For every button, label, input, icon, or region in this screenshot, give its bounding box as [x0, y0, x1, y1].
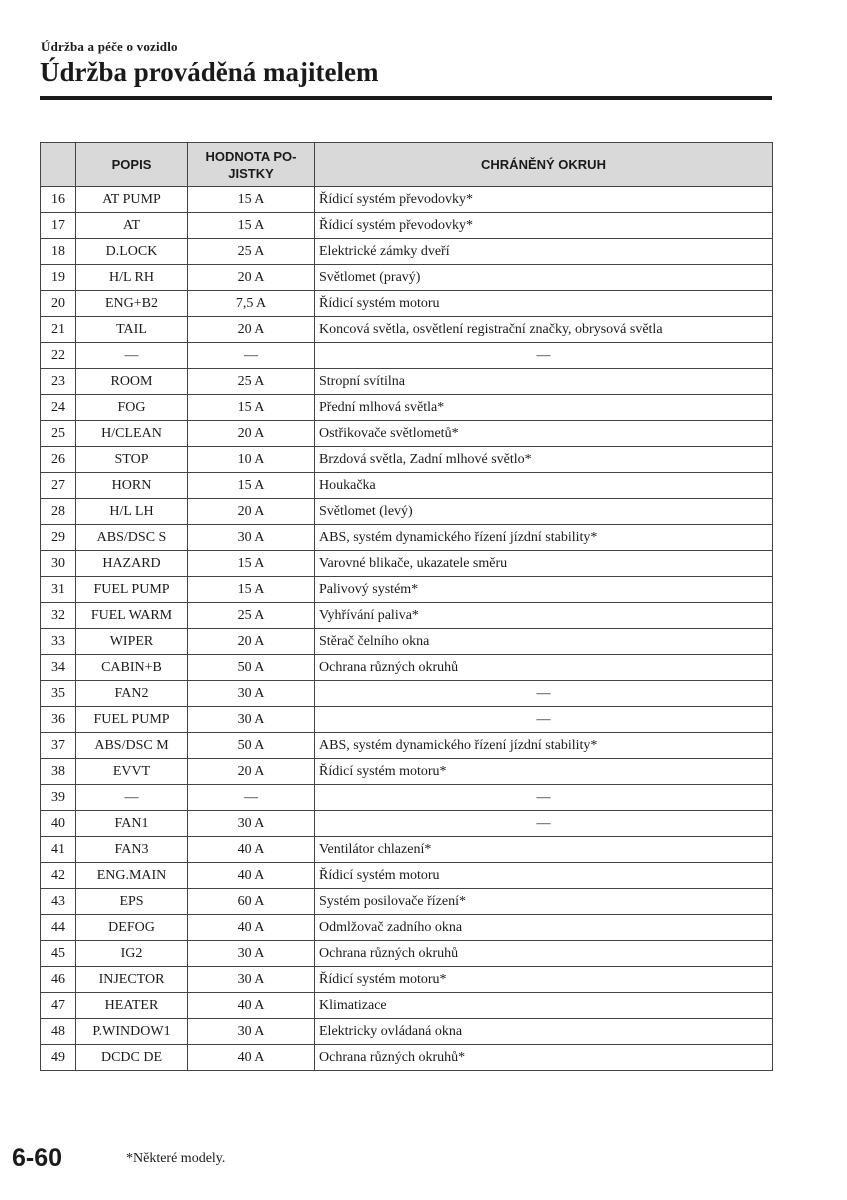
protected-circuit-cell: Stropní svítilna [315, 369, 773, 395]
fuse-rating-cell: — [188, 343, 315, 369]
fuse-number-cell: 30 [41, 551, 76, 577]
fuse-number-cell: 31 [41, 577, 76, 603]
protected-circuit-cell: Řídicí systém motoru [315, 291, 773, 317]
fuse-description-cell: ABS/DSC S [76, 525, 188, 551]
table-row [41, 889, 773, 915]
protected-circuit-cell: Ostřikovače světlometů* [315, 421, 773, 447]
fuse-number-cell: 47 [41, 993, 76, 1019]
protected-circuit-cell: Houkačka [315, 473, 773, 499]
table-row [41, 447, 773, 473]
table-row [41, 785, 773, 811]
table-row [41, 577, 773, 603]
fuse-number-cell: 20 [41, 291, 76, 317]
protected-circuit-cell: Řídicí systém motoru* [315, 759, 773, 785]
table-row [41, 343, 773, 369]
fuse-number-cell: 16 [41, 187, 76, 213]
fuse-rating-cell: 7,5 A [188, 291, 315, 317]
fuse-rating-cell: — [188, 785, 315, 811]
protected-circuit-cell: Vyhřívání paliva* [315, 603, 773, 629]
fuse-number-cell: 38 [41, 759, 76, 785]
fuse-rating-cell: 15 A [188, 213, 315, 239]
fuse-rating-cell: 30 A [188, 707, 315, 733]
fuse-description-cell: H/CLEAN [76, 421, 188, 447]
protected-circuit-cell: Stěrač čelního okna [315, 629, 773, 655]
table-row [41, 291, 773, 317]
protected-circuit-cell: Ventilátor chlazení* [315, 837, 773, 863]
fuse-number-cell: 18 [41, 239, 76, 265]
protected-circuit-cell: Palivový systém* [315, 577, 773, 603]
table-row [41, 655, 773, 681]
fuse-table-body [41, 187, 773, 1071]
header-number [41, 143, 76, 187]
fuse-number-cell: 42 [41, 863, 76, 889]
header-row [41, 143, 773, 187]
fuse-rating-cell: 40 A [188, 993, 315, 1019]
fuse-rating-cell: 30 A [188, 967, 315, 993]
fuse-description-cell: DCDC DE [76, 1045, 188, 1071]
fuse-description-cell: — [76, 785, 188, 811]
fuse-number-cell: 19 [41, 265, 76, 291]
fuse-description-cell: FUEL PUMP [76, 707, 188, 733]
table-row [41, 473, 773, 499]
protected-circuit-cell: Řídicí systém převodovky* [315, 187, 773, 213]
fuse-number-cell: 33 [41, 629, 76, 655]
header-description: POPIS [76, 143, 188, 187]
protected-circuit-cell: Klimatizace [315, 993, 773, 1019]
table-row [41, 1019, 773, 1045]
fuse-rating-cell: 30 A [188, 525, 315, 551]
fuse-description-cell: AT PUMP [76, 187, 188, 213]
protected-circuit-cell: Varovné blikače, ukazatele směru [315, 551, 773, 577]
table-row [41, 863, 773, 889]
table-row [41, 369, 773, 395]
fuse-description-cell: STOP [76, 447, 188, 473]
protected-circuit-cell: Elektricky ovládaná okna [315, 1019, 773, 1045]
fuse-description-cell: IG2 [76, 941, 188, 967]
table-row [41, 993, 773, 1019]
fuse-description-cell: HORN [76, 473, 188, 499]
fuse-description-cell: ABS/DSC M [76, 733, 188, 759]
fuse-rating-cell: 20 A [188, 317, 315, 343]
table-row [41, 941, 773, 967]
table-row [41, 967, 773, 993]
table-row [41, 239, 773, 265]
table-row [41, 915, 773, 941]
fuse-number-cell: 24 [41, 395, 76, 421]
fuse-number-cell: 43 [41, 889, 76, 915]
protected-circuit-cell: — [315, 785, 773, 811]
header-rating [188, 143, 315, 187]
fuse-number-cell: 21 [41, 317, 76, 343]
fuse-description-cell: ROOM [76, 369, 188, 395]
fuse-description-cell: TAIL [76, 317, 188, 343]
protected-circuit-cell: — [315, 681, 773, 707]
protected-circuit-cell: Řídicí systém motoru* [315, 967, 773, 993]
protected-circuit-cell: Přední mlhová světla* [315, 395, 773, 421]
fuse-rating-cell: 30 A [188, 941, 315, 967]
fuse-number-cell: 46 [41, 967, 76, 993]
table-row [41, 733, 773, 759]
protected-circuit-cell: Koncová světla, osvětlení registrační značky, obrysová světla [315, 317, 773, 343]
protected-circuit-cell: Odmlžovač zadního okna [315, 915, 773, 941]
fuse-number-cell: 37 [41, 733, 76, 759]
header-rating-line1: HODNOTA PO- [205, 148, 297, 164]
protected-circuit-cell: Ochrana různých okruhů [315, 655, 773, 681]
fuse-description-cell: EVVT [76, 759, 188, 785]
fuse-description-cell: H/L RH [76, 265, 188, 291]
title-rule [40, 96, 772, 100]
fuse-rating-cell: 20 A [188, 629, 315, 655]
fuse-description-cell: HEATER [76, 993, 188, 1019]
fuse-rating-cell: 30 A [188, 1019, 315, 1045]
protected-circuit-cell: Světlomet (pravý) [315, 265, 773, 291]
table-row [41, 681, 773, 707]
fuse-number-cell: 44 [41, 915, 76, 941]
table-row [41, 759, 773, 785]
protected-circuit-cell: Ochrana různých okruhů* [315, 1045, 773, 1071]
table-row [41, 551, 773, 577]
protected-circuit-cell: Elektrické zámky dveří [315, 239, 773, 265]
fuse-description-cell: FAN3 [76, 837, 188, 863]
fuse-rating-cell: 50 A [188, 733, 315, 759]
page-title: Údržba prováděná majitelem [40, 57, 379, 87]
fuse-description-cell: INJECTOR [76, 967, 188, 993]
table-row [41, 421, 773, 447]
fuse-description-cell: DEFOG [76, 915, 188, 941]
fuse-rating-cell: 15 A [188, 395, 315, 421]
fuse-description-cell: CABIN+B [76, 655, 188, 681]
fuse-rating-cell: 60 A [188, 889, 315, 915]
fuse-rating-cell: 40 A [188, 915, 315, 941]
header-rating-line2: JISTKY [228, 165, 274, 181]
fuse-rating-cell: 40 A [188, 1045, 315, 1071]
protected-circuit-cell: Řídicí systém převodovky* [315, 213, 773, 239]
fuse-number-cell: 26 [41, 447, 76, 473]
fuse-rating-cell: 15 A [188, 473, 315, 499]
fuse-rating-cell: 25 A [188, 603, 315, 629]
fuse-description-cell: D.LOCK [76, 239, 188, 265]
fuse-rating-cell: 20 A [188, 265, 315, 291]
table-row [41, 395, 773, 421]
table-row [41, 213, 773, 239]
fuse-description-cell: FAN1 [76, 811, 188, 837]
fuse-rating-cell: 25 A [188, 239, 315, 265]
protected-circuit-cell: Systém posilovače řízení* [315, 889, 773, 915]
protected-circuit-cell: ABS, systém dynamického řízení jízdní stability* [315, 733, 773, 759]
fuse-number-cell: 49 [41, 1045, 76, 1071]
fuse-number-cell: 48 [41, 1019, 76, 1045]
fuse-rating-cell: 15 A [188, 577, 315, 603]
fuse-number-cell: 34 [41, 655, 76, 681]
fuse-number-cell: 29 [41, 525, 76, 551]
fuse-description-cell: EPS [76, 889, 188, 915]
fuse-rating-cell: 20 A [188, 421, 315, 447]
table-row [41, 811, 773, 837]
protected-circuit-cell: Řídicí systém motoru [315, 863, 773, 889]
fuse-number-cell: 17 [41, 213, 76, 239]
protected-circuit-cell: — [315, 343, 773, 369]
table-row [41, 629, 773, 655]
fuse-description-cell: HAZARD [76, 551, 188, 577]
fuse-table-header [41, 143, 773, 187]
protected-circuit-cell: — [315, 707, 773, 733]
fuse-number-cell: 36 [41, 707, 76, 733]
fuse-description-cell: FOG [76, 395, 188, 421]
fuse-description-cell: P.WINDOW1 [76, 1019, 188, 1045]
protected-circuit-cell: Ochrana různých okruhů [315, 941, 773, 967]
fuse-description-cell: WIPER [76, 629, 188, 655]
fuse-rating-cell: 50 A [188, 655, 315, 681]
fuse-description-cell: AT [76, 213, 188, 239]
protected-circuit-cell: — [315, 811, 773, 837]
protected-circuit-cell: ABS, systém dynamického řízení jízdní stability* [315, 525, 773, 551]
fuse-description-cell: FUEL PUMP [76, 577, 188, 603]
fuse-description-cell: FAN2 [76, 681, 188, 707]
fuse-rating-cell: 20 A [188, 499, 315, 525]
fuse-rating-cell: 25 A [188, 369, 315, 395]
fuse-number-cell: 25 [41, 421, 76, 447]
footnote: *Některé modely. [126, 1151, 226, 1166]
fuse-table [40, 142, 773, 1071]
table-row [41, 707, 773, 733]
fuse-number-cell: 39 [41, 785, 76, 811]
fuse-description-cell: ENG+B2 [76, 291, 188, 317]
fuse-rating-cell: 15 A [188, 187, 315, 213]
fuse-description-cell: — [76, 343, 188, 369]
fuse-rating-cell: 20 A [188, 759, 315, 785]
fuse-number-cell: 32 [41, 603, 76, 629]
fuse-rating-cell: 10 A [188, 447, 315, 473]
table-row [41, 525, 773, 551]
table-row [41, 1045, 773, 1071]
fuse-rating-cell: 15 A [188, 551, 315, 577]
fuse-rating-cell: 30 A [188, 681, 315, 707]
protected-circuit-cell: Brzdová světla, Zadní mlhové světlo* [315, 447, 773, 473]
fuse-number-cell: 23 [41, 369, 76, 395]
fuse-description-cell: FUEL WARM [76, 603, 188, 629]
table-row [41, 603, 773, 629]
section-label: Údržba a péče o vozidlo [41, 39, 178, 54]
fuse-number-cell: 28 [41, 499, 76, 525]
fuse-rating-cell: 40 A [188, 837, 315, 863]
fuse-description-cell: ENG.MAIN [76, 863, 188, 889]
fuse-number-cell: 41 [41, 837, 76, 863]
header-circuit: CHRÁNĚNÝ OKRUH [315, 143, 773, 187]
page-number: 6-60 [12, 1144, 63, 1172]
fuse-rating-cell: 30 A [188, 811, 315, 837]
table-row [41, 317, 773, 343]
table-row [41, 499, 773, 525]
fuse-number-cell: 45 [41, 941, 76, 967]
fuse-number-cell: 22 [41, 343, 76, 369]
table-row [41, 265, 773, 291]
fuse-number-cell: 35 [41, 681, 76, 707]
table-row [41, 837, 773, 863]
table-row [41, 187, 773, 213]
fuse-number-cell: 40 [41, 811, 76, 837]
fuse-rating-cell: 40 A [188, 863, 315, 889]
fuse-number-cell: 27 [41, 473, 76, 499]
protected-circuit-cell: Světlomet (levý) [315, 499, 773, 525]
fuse-description-cell: H/L LH [76, 499, 188, 525]
